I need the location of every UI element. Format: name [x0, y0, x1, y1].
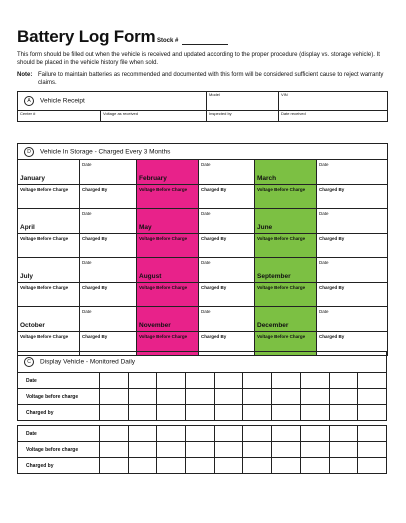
- row-label-voltage: Voltage before charge: [18, 442, 100, 458]
- stock-label: Stock #: [157, 38, 179, 44]
- month-may: May: [137, 209, 199, 234]
- grid-cell[interactable]: [157, 426, 186, 442]
- vin-label: VIN: [281, 92, 288, 97]
- stock-number-field[interactable]: [182, 44, 228, 45]
- month-march: March: [255, 160, 317, 185]
- grid-cell[interactable]: [272, 405, 301, 421]
- note-label: Note:: [17, 72, 33, 78]
- grid-cell[interactable]: [243, 389, 272, 405]
- charged-by-field[interactable]: Charged By: [199, 234, 255, 258]
- grid-cell[interactable]: [300, 458, 329, 474]
- grid-cell[interactable]: [128, 389, 157, 405]
- note-text: Failure to maintain batteries as recommended and documented with this form will be considered sufficient cause to reject warranty claims.: [38, 72, 384, 86]
- section-a-icon: A: [24, 96, 34, 106]
- charged-by-field[interactable]: Charged By: [199, 185, 255, 209]
- grid-cell[interactable]: [243, 442, 272, 458]
- date-field[interactable]: Date: [317, 307, 388, 332]
- date-field[interactable]: Date: [199, 307, 255, 332]
- vehicle-receipt-table: [17, 91, 388, 122]
- grid-cell[interactable]: [100, 373, 129, 389]
- grid-cell[interactable]: [300, 389, 329, 405]
- voltage-before-charge-field[interactable]: Voltage Before Charge: [137, 332, 199, 356]
- grid-cell[interactable]: [243, 426, 272, 442]
- grid-cell[interactable]: [157, 405, 186, 421]
- grid-cell[interactable]: [186, 442, 215, 458]
- grid-cell[interactable]: [128, 442, 157, 458]
- date-field[interactable]: Date: [199, 258, 255, 283]
- display-vehicle-title: Display Vehicle - Monitored Daily: [40, 358, 136, 366]
- inspected-by-field[interactable]: [207, 111, 279, 122]
- grid-cell[interactable]: [100, 442, 129, 458]
- grid-cell[interactable]: [272, 426, 301, 442]
- row-label-date: Date: [18, 426, 100, 442]
- month-june: June: [255, 209, 317, 234]
- date-field[interactable]: Date: [317, 209, 388, 234]
- display-vehicle-header: [18, 352, 387, 373]
- voltage-received-field[interactable]: [101, 111, 207, 122]
- grid-cell[interactable]: [157, 458, 186, 474]
- grid-cell[interactable]: [128, 373, 157, 389]
- grid-cell[interactable]: [214, 458, 243, 474]
- grid-cell[interactable]: [358, 373, 387, 389]
- month-october: October: [18, 307, 80, 332]
- date-received-label: Date received: [281, 111, 306, 116]
- center-field[interactable]: [18, 111, 101, 122]
- charged-by-field[interactable]: Charged By: [80, 332, 137, 356]
- grid-cell[interactable]: [358, 458, 387, 474]
- grid-cell[interactable]: [300, 373, 329, 389]
- voltage-before-charge-field[interactable]: Voltage Before Charge: [18, 185, 80, 209]
- display-vehicle-table: [17, 351, 387, 421]
- vehicle-storage-header: [18, 144, 388, 160]
- voltage-before-charge-field[interactable]: Voltage Before Charge: [255, 234, 317, 258]
- grid-cell[interactable]: [272, 373, 301, 389]
- month-january: January: [18, 160, 80, 185]
- date-field[interactable]: Date: [80, 160, 137, 185]
- voltage-received-label: Voltage as received: [103, 111, 138, 116]
- voltage-before-charge-field[interactable]: Voltage Before Charge: [18, 332, 80, 356]
- row-label-date: Date: [18, 373, 100, 389]
- grid-cell[interactable]: [157, 442, 186, 458]
- grid-cell[interactable]: [157, 389, 186, 405]
- grid-cell[interactable]: [300, 442, 329, 458]
- grid-cell[interactable]: [100, 405, 129, 421]
- date-field[interactable]: Date: [199, 160, 255, 185]
- grid-cell[interactable]: [186, 458, 215, 474]
- charged-by-field[interactable]: Charged By: [80, 283, 137, 307]
- month-february: February: [137, 160, 199, 185]
- voltage-before-charge-field[interactable]: Voltage Before Charge: [255, 185, 317, 209]
- grid-cell[interactable]: [186, 426, 215, 442]
- grid-cell[interactable]: [128, 458, 157, 474]
- grid-cell[interactable]: [272, 389, 301, 405]
- voltage-before-charge-field[interactable]: Voltage Before Charge: [18, 234, 80, 258]
- grid-cell[interactable]: [243, 373, 272, 389]
- date-field[interactable]: Date: [317, 160, 388, 185]
- section-c-icon: C: [24, 357, 34, 367]
- charged-by-field[interactable]: Charged By: [80, 185, 137, 209]
- grid-cell[interactable]: [329, 458, 358, 474]
- date-field[interactable]: Date: [80, 209, 137, 234]
- month-september: September: [255, 258, 317, 283]
- intro-text: This form should be filled out when the vehicle is received and updated according to the proper procedure (display vs. storage vehicle). It should be placed in the vehicle history file when sold.: [17, 52, 380, 66]
- row-label-charged-by: Charged by: [18, 405, 100, 421]
- voltage-before-charge-field[interactable]: Voltage Before Charge: [18, 283, 80, 307]
- voltage-before-charge-field[interactable]: Voltage Before Charge: [137, 283, 199, 307]
- vin-field[interactable]: [279, 92, 388, 111]
- grid-cell[interactable]: [329, 442, 358, 458]
- row-label-charged-by: Charged by: [18, 458, 100, 474]
- grid-cell[interactable]: [100, 389, 129, 405]
- charged-by-field[interactable]: Charged By: [317, 332, 388, 356]
- grid-cell[interactable]: [243, 405, 272, 421]
- charged-by-field[interactable]: Charged By: [199, 283, 255, 307]
- grid-cell[interactable]: [329, 389, 358, 405]
- grid-cell[interactable]: [214, 442, 243, 458]
- row-label-voltage: Voltage before charge: [18, 389, 100, 405]
- month-december: December: [255, 307, 317, 332]
- grid-cell[interactable]: [100, 426, 129, 442]
- grid-cell[interactable]: [214, 426, 243, 442]
- grid-cell[interactable]: [358, 405, 387, 421]
- grid-cell[interactable]: [214, 373, 243, 389]
- vehicle-storage-title: Vehicle In Storage - Charged Every 3 Months: [40, 148, 171, 156]
- grid-cell[interactable]: [358, 442, 387, 458]
- grid-cell[interactable]: [358, 389, 387, 405]
- grid-cell[interactable]: [329, 426, 358, 442]
- center-label: Center #: [20, 111, 36, 116]
- charged-by-field[interactable]: Charged By: [317, 283, 388, 307]
- charged-by-field[interactable]: Charged By: [317, 185, 388, 209]
- month-july: July: [18, 258, 80, 283]
- grid-cell[interactable]: [300, 405, 329, 421]
- grid-cell[interactable]: [186, 373, 215, 389]
- grid-cell[interactable]: [300, 426, 329, 442]
- voltage-before-charge-field[interactable]: Voltage Before Charge: [255, 283, 317, 307]
- charged-by-field[interactable]: Charged By: [317, 234, 388, 258]
- grid-cell[interactable]: [272, 442, 301, 458]
- grid-cell[interactable]: [186, 405, 215, 421]
- grid-cell[interactable]: [358, 426, 387, 442]
- model-field[interactable]: [207, 92, 279, 111]
- charged-by-field[interactable]: Charged By: [80, 234, 137, 258]
- date-field[interactable]: Date: [317, 258, 388, 283]
- date-field[interactable]: Date: [80, 307, 137, 332]
- grid-cell[interactable]: [128, 426, 157, 442]
- grid-cell[interactable]: [214, 389, 243, 405]
- grid-cell[interactable]: [100, 458, 129, 474]
- grid-cell[interactable]: [157, 373, 186, 389]
- date-field[interactable]: Date: [199, 209, 255, 234]
- form-title: Battery Log Form: [17, 27, 156, 46]
- voltage-before-charge-field[interactable]: Voltage Before Charge: [137, 185, 199, 209]
- display-vehicle-table-2: [17, 425, 387, 474]
- grid-cell[interactable]: [329, 405, 358, 421]
- vehicle-receipt-header: [18, 92, 207, 111]
- grid-cell[interactable]: [214, 405, 243, 421]
- voltage-before-charge-field[interactable]: Voltage Before Charge: [255, 332, 317, 356]
- grid-cell[interactable]: [272, 458, 301, 474]
- vehicle-receipt-title: Vehicle Receipt: [40, 97, 85, 105]
- month-april: April: [18, 209, 80, 234]
- date-field[interactable]: Date: [80, 258, 137, 283]
- section-b-icon: D: [24, 147, 34, 157]
- grid-cell[interactable]: [186, 389, 215, 405]
- grid-cell[interactable]: [329, 373, 358, 389]
- vehicle-storage-table: [17, 143, 388, 356]
- note: [17, 71, 387, 87]
- month-august: August: [137, 258, 199, 283]
- model-label: Model: [209, 92, 220, 97]
- grid-cell[interactable]: [243, 458, 272, 474]
- grid-cell[interactable]: [128, 405, 157, 421]
- month-november: November: [137, 307, 199, 332]
- voltage-before-charge-field[interactable]: Voltage Before Charge: [137, 234, 199, 258]
- inspected-by-label: Inspected by: [209, 111, 232, 116]
- charged-by-field[interactable]: Charged By: [199, 332, 255, 356]
- date-received-field[interactable]: [279, 111, 388, 122]
